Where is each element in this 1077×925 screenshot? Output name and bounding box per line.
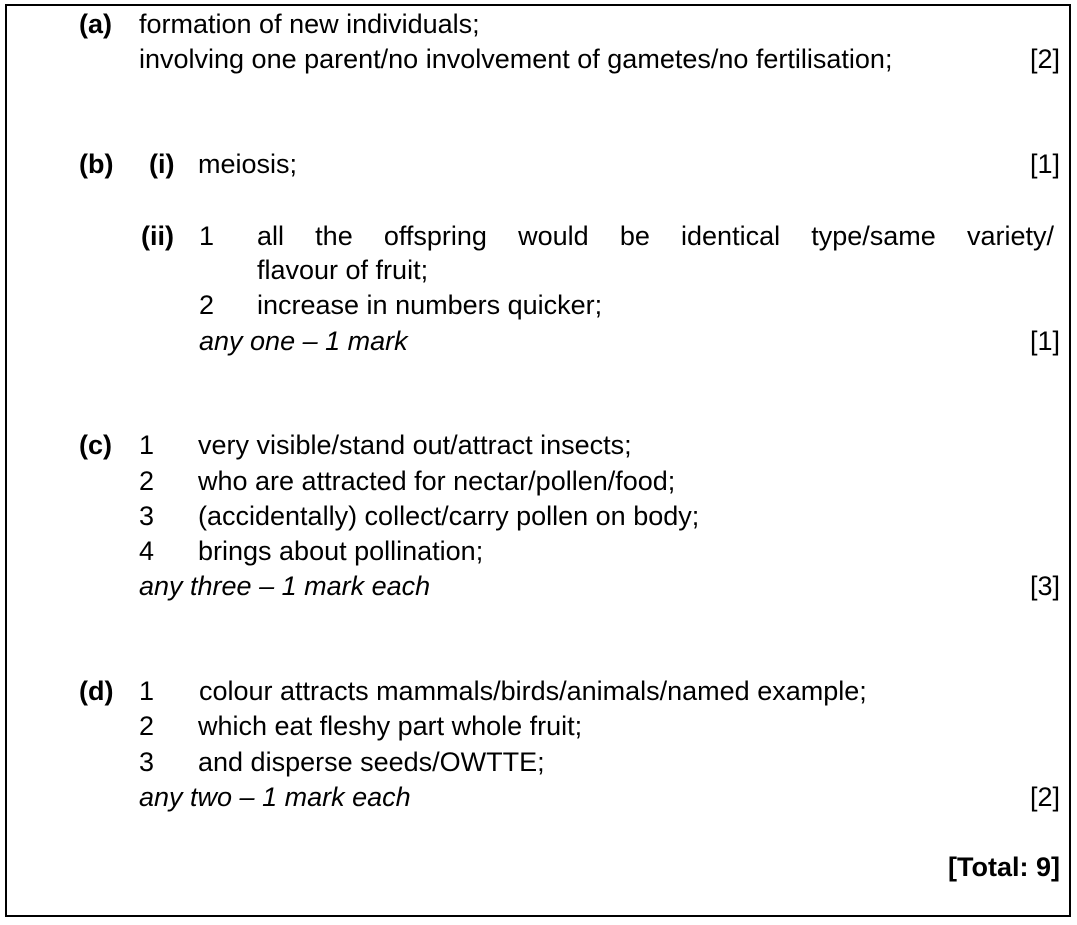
part-d-mark: [2] bbox=[1029, 782, 1060, 812]
part-b-label: (b) bbox=[79, 149, 114, 179]
part-b-ii-point-number: 1 bbox=[199, 221, 215, 251]
part-d-note: any two – 1 mark each bbox=[139, 782, 411, 812]
part-c-mark: [3] bbox=[1029, 571, 1060, 601]
part-d-label: (d) bbox=[79, 676, 114, 706]
part-b-i-text: meiosis; bbox=[198, 149, 298, 179]
part-c-point-2: who are attracted for nectar/pollen/food; bbox=[198, 466, 676, 496]
part-d-point-number: 1 bbox=[139, 676, 155, 706]
part-b-ii-point-1-line-1: all the offspring would be identical type/same variety/ bbox=[257, 221, 1054, 251]
part-d-point-number: 2 bbox=[139, 711, 155, 741]
part-b-ii-label: (ii) bbox=[141, 221, 174, 251]
part-c-point-4: brings about pollination; bbox=[198, 536, 484, 566]
part-c-label: (c) bbox=[79, 430, 112, 460]
part-a-label: (a) bbox=[79, 9, 112, 39]
part-a-mark: [2] bbox=[1029, 44, 1060, 74]
part-b-ii-point-2: increase in numbers quicker; bbox=[257, 290, 603, 320]
part-d-point-number: 3 bbox=[139, 747, 155, 777]
part-c-point-number: 1 bbox=[139, 430, 155, 460]
part-b-i-mark: [1] bbox=[1029, 149, 1060, 179]
part-b-i-label: (i) bbox=[149, 149, 175, 179]
total-marks: [Total: 9] bbox=[948, 852, 1060, 882]
part-c-note: any three – 1 mark each bbox=[139, 571, 431, 601]
part-b-ii-point-1-line-2: flavour of fruit; bbox=[257, 255, 429, 285]
part-a-line-1: formation of new individuals; bbox=[139, 9, 480, 39]
part-b-ii-point-number: 2 bbox=[199, 290, 215, 320]
part-c-point-number: 2 bbox=[139, 466, 155, 496]
part-c-point-number: 3 bbox=[139, 501, 155, 531]
part-c-point-1: very visible/stand out/attract insects; bbox=[198, 430, 632, 460]
part-c-point-number: 4 bbox=[139, 536, 155, 566]
part-d-point-1: colour attracts mammals/birds/animals/named example; bbox=[199, 676, 867, 706]
part-a-line-2: involving one parent/no involvement of gametes/no fertilisation; bbox=[139, 44, 893, 74]
part-b-ii-note: any one – 1 mark bbox=[199, 326, 408, 356]
part-d-point-2: which eat fleshy part whole fruit; bbox=[198, 711, 583, 741]
part-b-ii-mark: [1] bbox=[1029, 326, 1060, 356]
part-c-point-3: (accidentally) collect/carry pollen on body; bbox=[198, 501, 700, 531]
part-d-point-3: and disperse seeds/OWTTE; bbox=[198, 747, 545, 777]
